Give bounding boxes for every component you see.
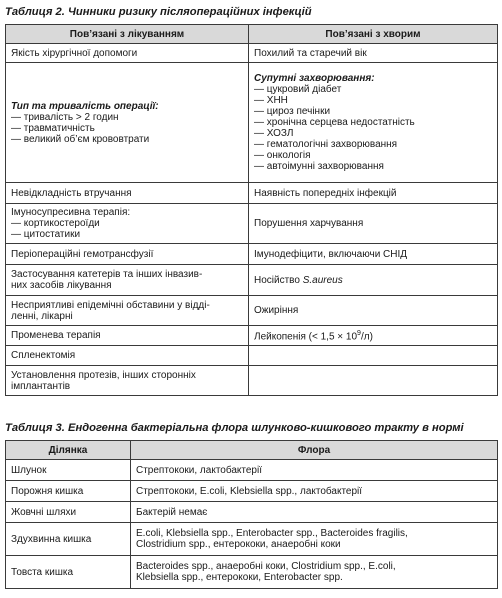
cell-section: Жовчні шляхи: [6, 502, 131, 523]
cell-line: Bacteroides spp., анаеробні коки, Clostridium spp., E.coli,: [136, 561, 396, 572]
cell-line: Clostridium spp., ентерококи, анаеробні коки: [136, 539, 341, 550]
cell-flora: [131, 556, 498, 589]
cell-treatment: [6, 63, 249, 183]
cell-patient: Порушення харчування: [249, 204, 498, 244]
cell-line: E.coli, Klebsiella spp., Enterobacter spp., Bacteroides fragilis,: [136, 528, 408, 539]
table-header-row: [6, 25, 498, 44]
list-item: — кортикостероїди: [11, 218, 100, 229]
cell-section: Здухвинна кишка: [6, 523, 131, 556]
table-row: [6, 346, 498, 366]
cell-treatment: [6, 204, 249, 244]
cell-patient: Наявність попередніх інфекцій: [249, 183, 498, 204]
exponent: 9: [357, 330, 361, 338]
table-row: [6, 366, 498, 396]
cell-patient: [249, 346, 498, 366]
cell-line: Застосування катетерів та інших інвазив-: [11, 269, 203, 280]
cell-flora: [131, 481, 498, 502]
table-header-row: [6, 441, 498, 460]
cell-treatment: Періопераційні гемотрансфузії: [6, 244, 249, 265]
cell-treatment: Променева терапія: [6, 326, 249, 346]
cell-patient: [249, 366, 498, 396]
cell-line: Бактерій немає: [136, 506, 208, 518]
table2-caption: Таблиця 2. Чинники ризику післяопераційних інфекцій: [5, 6, 312, 18]
cell-treatment: [6, 296, 249, 326]
cell-line: ленні, лікарні: [11, 310, 73, 322]
header-patient: Пов’язані з хворим: [249, 25, 498, 44]
list-item: — гематологічні захворювання: [254, 139, 398, 150]
cell-flora: [131, 460, 498, 481]
cell-treatment: Якість хірургічної допомоги: [6, 44, 249, 63]
table3-caption: Таблиця 3. Ендогенна бактеріальна флора шлунково-кишкового тракту в нормі: [5, 422, 464, 434]
header-treatment: Пов’язані з лікуванням: [6, 25, 249, 44]
cell-section: Товста кишка: [6, 556, 131, 589]
cell-flora: [131, 523, 498, 556]
cell-line: імплантантів: [11, 380, 71, 392]
cell-section: Порожня кишка: [6, 481, 131, 502]
table-row: [6, 183, 498, 204]
table-row: [6, 63, 498, 183]
list-item: — тривалість > 2 годин: [11, 111, 119, 123]
header-flora: Флора: [131, 441, 498, 460]
cell-title: Супутні захворювання:: [254, 73, 375, 84]
cell-text: /л): [360, 331, 373, 343]
cell-line: Klebsiella spp., ентерококи, Enterobacter spp.: [136, 572, 343, 583]
cell-section: Шлунок: [6, 460, 131, 481]
cell-patient: [249, 326, 498, 346]
cell-flora: [131, 502, 498, 523]
list-item: — ХНН: [254, 95, 288, 106]
cell-title: Тип та тривалість операції:: [11, 100, 159, 112]
table-row: [6, 326, 498, 346]
cell-patient: Імунодефіцити, включаючи СНІД: [249, 244, 498, 265]
table-row: [6, 204, 498, 244]
list-item: — великий об’єм крововтрати: [11, 133, 150, 145]
list-item: — хронічна серцева недостатність: [254, 117, 415, 128]
cell-patient: [249, 63, 498, 183]
table-row: [6, 44, 498, 63]
list-item: — цитостатики: [11, 229, 81, 240]
cell-patient: [249, 265, 498, 296]
table-row: [6, 523, 498, 556]
table-row: [6, 244, 498, 265]
table-row: [6, 460, 498, 481]
cell-text: Носійство: [254, 274, 303, 286]
table-row: [6, 265, 498, 296]
cell-patient: Похилий та старечий вік: [249, 44, 498, 63]
header-section: Ділянка: [6, 441, 131, 460]
cell-line: Несприятливі епідемічні обставини у відді-: [11, 299, 210, 311]
risk-factors-table: [5, 24, 498, 396]
list-item: — онкологія: [254, 150, 311, 161]
species-name: S.aureus: [302, 274, 343, 286]
cell-line: Установлення протезів, інших сторонніх: [11, 369, 196, 381]
cell-treatment: [6, 366, 249, 396]
cell-text: Лейкопенія (< 1,5 × 10: [254, 331, 358, 343]
cell-treatment: Спленектомія: [6, 346, 249, 366]
cell-line: Стрептококи, лактобактерії: [136, 464, 262, 476]
list-item: — цукровий діабет: [254, 84, 342, 95]
list-item: — ХОЗЛ: [254, 128, 294, 139]
table-row: [6, 556, 498, 589]
cell-line: них засобів лікування: [11, 280, 112, 291]
list-item: — автоімунні захворювання: [254, 161, 384, 172]
cell-title: Імуносупресивна терапія:: [11, 207, 131, 218]
cell-patient: Ожиріння: [249, 296, 498, 326]
list-item: — травматичність: [11, 122, 95, 134]
table-row: [6, 481, 498, 502]
table-row: [6, 502, 498, 523]
list-item: — цироз печінки: [254, 106, 331, 117]
cell-line: Стрептококи, E.coli, Klebsiella spp., лактобактерії: [136, 485, 363, 497]
table-row: [6, 296, 498, 326]
cell-treatment: Невідкладність втручання: [6, 183, 249, 204]
gut-flora-table: [5, 440, 498, 589]
cell-treatment: [6, 265, 249, 296]
